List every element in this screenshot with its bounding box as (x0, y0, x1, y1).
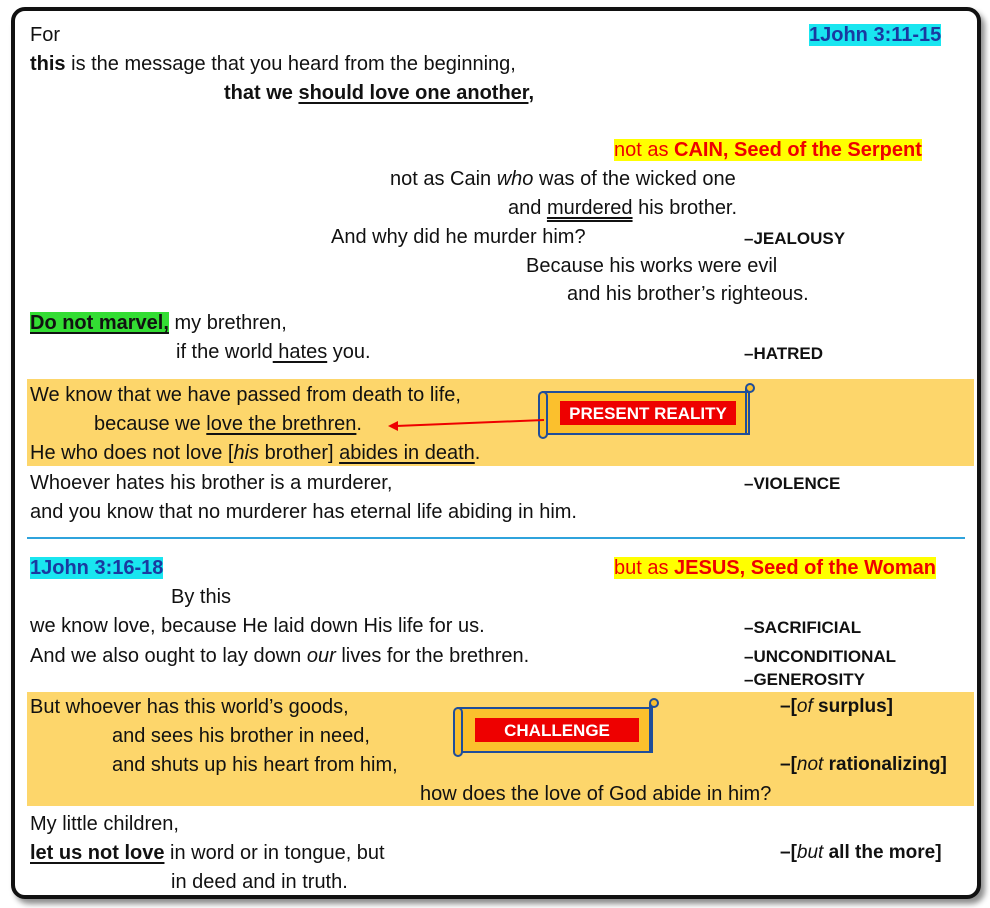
note-jealousy: –JEALOUSY (744, 229, 846, 248)
line-not-as-cain: not as Cain who was of the wicked one (390, 168, 736, 190)
line-lay-down: And we also ought to lay down our lives for the brethren. (30, 645, 530, 667)
line-love-brethren: because we love the brethren. (94, 413, 362, 435)
note-all-the-more: –[but all the more] (780, 842, 942, 863)
note-violence: –VIOLENCE (744, 474, 841, 493)
note-generosity: –GENEROSITY (744, 670, 865, 689)
line-no-murderer: and you know that no murderer has eternal life abiding in him. (30, 501, 577, 523)
note-surplus: –[of surplus] (780, 696, 893, 717)
line-hates-brother: Whoever hates his brother is a murderer, (30, 472, 393, 494)
line-murdered: and murdered his brother. (508, 197, 738, 219)
line-sees-brother: and sees his brother in need, (112, 725, 370, 747)
line-love-one-another: that we should love one another, (224, 82, 535, 104)
line-shuts-heart: and shuts up his heart from him, (112, 754, 398, 776)
note-sacrificial: –SACRIFICIAL (744, 618, 862, 637)
line-abides-death: He who does not love [his brother] abides in death. (30, 442, 481, 464)
challenge-label: CHALLENGE (504, 721, 610, 740)
jesus-banner: but as JESUS, Seed of the Woman (614, 557, 936, 579)
reference-second: 1John 3:16-18 (30, 557, 164, 579)
reference-first: 1John 3:11-15 (809, 24, 942, 46)
line-little-children: My little children, (30, 813, 179, 835)
line-works-evil: Because his works were evil (526, 255, 778, 277)
line-by-this: By this (171, 586, 232, 608)
line-we-know: We know that we have passed from death to life, (30, 384, 461, 406)
line-why-murder: And why did he murder him? (331, 226, 586, 248)
line-love-of-god: how does the love of God abide in him? (420, 783, 772, 805)
note-rationalizing: –[not rationalizing] (780, 754, 947, 775)
line-worlds-goods: But whoever has this world’s goods, (30, 696, 349, 718)
line-we-know-love: we know love, because He laid down His life for us. (30, 615, 485, 637)
line-world-hates: if the world hates you. (176, 341, 371, 363)
note-hatred: –HATRED (744, 344, 824, 363)
note-unconditional: –UNCONDITIONAL (744, 647, 897, 666)
cain-banner: not as CAIN, Seed of the Serpent (614, 139, 922, 161)
line-message: this is the message that you heard from the beginning, (30, 53, 516, 75)
present-reality-label: PRESENT REALITY (569, 404, 727, 423)
arrow-to-brethren (386, 416, 546, 432)
line-deed-truth: in deed and in truth. (171, 871, 348, 893)
line-not-love-word: let us not love in word or in tongue, but (30, 842, 385, 864)
line-for: For (30, 24, 60, 46)
line-brother-righteous: and his brother’s righteous. (567, 283, 809, 305)
section-divider (27, 537, 965, 539)
line-do-not-marvel: Do not marvel, my brethren, (30, 312, 287, 334)
